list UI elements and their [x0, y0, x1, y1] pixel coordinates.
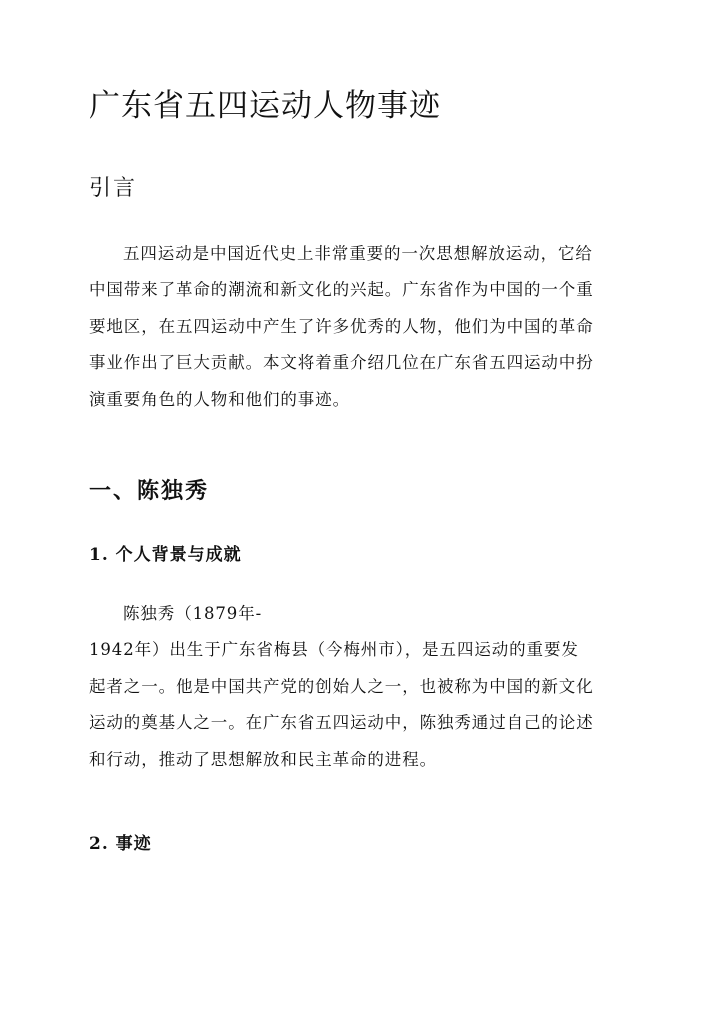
background-line: 陈独秀（1879年-: [123, 604, 263, 623]
background-line: 1942年）出生于广东省梅县（今梅州市），是五四运动的重要发: [89, 640, 579, 660]
background-line: 运动的奠基人之一。在广东省五四运动中，陈独秀通过自己的论述: [89, 713, 594, 733]
section-heading-chen-duxiu: 一、陈独秀: [89, 478, 210, 504]
background-line: 和行动，推动了思想解放和民主革命的进程。: [89, 749, 437, 769]
subsection-heading-deeds: 2. 事迹: [89, 834, 152, 854]
intro-paragraph: [89, 236, 649, 418]
background-line: 起者之一。他是中国共产党的创始人之一，也被称为中国的新文化: [89, 676, 594, 696]
document-title: 广东省五四运动人物事迹: [89, 88, 441, 124]
intro-heading: 引言: [89, 176, 138, 201]
intro-line: 演重要角色的人物和他们的事迹。: [89, 389, 350, 409]
background-paragraph: [89, 596, 649, 778]
intro-line: 五四运动是中国近代史上非常重要的一次思想解放运动，它给: [123, 244, 593, 263]
subsection-heading-background: 1. 个人背景与成就: [89, 545, 242, 565]
intro-line: 要地区，在五四运动中产生了许多优秀的人物，他们为中国的革命: [89, 316, 594, 336]
intro-line: 中国带来了革命的潮流和新文化的兴起。广东省作为中国的一个重: [89, 280, 594, 300]
intro-line: 事业作出了巨大贡献。本文将着重介绍几位在广东省五四运动中扮: [89, 353, 594, 373]
